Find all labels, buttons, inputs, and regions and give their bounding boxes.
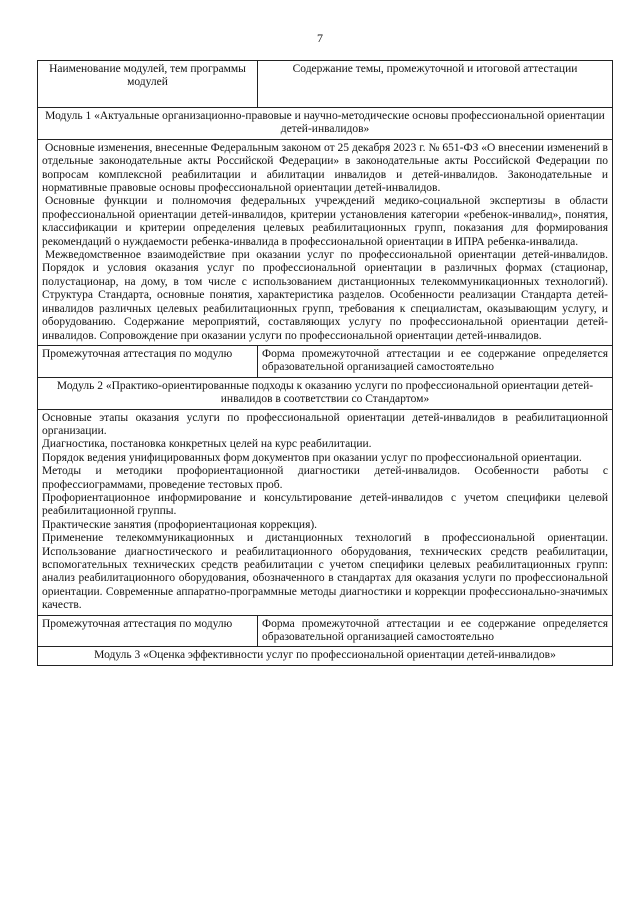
module-1-attestation-text: Форма промежуточной аттестации и ее содержание определяется образовательной организацией самостоятельно [258,345,613,377]
table-header-row [38,61,613,108]
module-1-content [38,139,613,345]
module-2-title-row [38,377,613,409]
module-1-attestation-label: Промежуточная аттестация по модулю [38,345,258,377]
module-1-title: Модуль 1 «Актуальные организационно-правовые и научно-методические основы профессиональной ориентации детей-инвалидов» [38,108,613,140]
module-2-title: Модуль 2 «Практико-ориентированные подходы к оказанию услуги по профессиональной ориентации детей-инвалидов в соответствии со Стандартом» [38,377,613,409]
module-2-paragraph: Основные этапы оказания услуги по профессиональной ориентации детей-инвалидов в реабилитационной организации. [42,411,608,437]
module-2-paragraph: Применение телекоммуникационных и дистанционных технологий в профессиональной ориентации. Использование диагностического и реабилитационного оборудования, технических средств реабилитации, вспомогательных технических средств реабилитации с учетом специфики целевых реабилитационных групп: анализ реабилитационного оборудования, обозначенного в стандартах для оказания услуги по профессиональной ориентации. Современные аппаратно-программные методы диагностики и коррекции профессионально-значимых качеств. [42,532,608,612]
module-1-content-row [38,139,613,345]
module-2-attestation-label: Промежуточная аттестация по модулю [38,615,258,647]
module-1-attestation-row [38,345,613,377]
module-2-attestation-row [38,615,613,647]
module-2-paragraph: Порядок ведения унифицированных форм документов при оказании услуг по профессиональной ориентации. [42,451,582,464]
module-2-paragraph: Методы и методики профориентационной диагностики детей-инвалидов. Особенности работы с профессиограммами, проведение тестовых проб. [42,465,608,491]
module-3-title: Модуль 3 «Оценка эффективности услуг по профессиональной ориентации детей-инвалидов» [38,647,613,665]
header-content-cell: Содержание темы, промежуточной и итоговой аттестации [258,61,613,108]
module-2-content-row [38,409,613,615]
module-2-attestation-text: Форма промежуточной аттестации и ее содержание определяется образовательной организацией самостоятельно [258,615,613,647]
module-2-paragraph: Диагностика, постановка конкретных целей на курс реабилитации. [42,438,372,451]
module-3-title-row [38,647,613,665]
module-1-title-row [38,108,613,140]
module-2-paragraph: Практические занятия (профориентационая коррекция). [42,518,318,531]
page-number: 7 [317,31,323,45]
program-table [37,60,613,666]
header-modules-cell: Наименование модулей, тем программы модулей [38,61,258,108]
module-2-paragraph: Профориентационное информирование и консультирование детей-инвалидов с учетом специфики целевой реабилитационной группы. [42,491,608,518]
module-1-paragraph: Основные функции и полномочия федеральных учреждений медико-социальной экспертизы в области профессиональной ориентации детей-инвалидов, критерии установления категории «ребенок-инвалид», понятия, классификации и критерии определения целевых реабилитационных групп, показания для формирования рекомендаций о нуждаемости ребенка-инвалида в профессиональной ориентации в ИПРА ребенка-инвалида. [42,195,608,248]
module-2-content [38,409,613,615]
module-1-paragraph: Межведомственное взаимодействие при оказании услуг по профессиональной ориентации детей-инвалидов. Порядок и условия оказания услуг по профессиональной ориентации в различных формах (стационар, полустационар, на дому, в том числе с использованием дистанционных телекоммуникационных технологий). Структура Стандарта, основные понятия, характеристика разделов. Особенности реализации Стандарта детей-инвалидов различных целевых реабилитационных групп, требования к специалистам, оказывающим услугу, и оборудованию. Содержание мероприятий, составляющих услугу по профессиональной ориентации детей-инвалидов. Сопровождение при оказании услуги по профессиональной ориентации детей-инвалидов. [42,249,608,342]
module-1-paragraph: Основные изменения, внесенные Федеральным законом от 25 декабря 2023 г. № 651-ФЗ «О внесении изменений в отдельные законодательные акты Российской Федерации» в законодательные акты Российской Федерации по вопросам комплексной реабилитации и абилитации инвалидов и детей-инвалидов. Законодательные и нормативные правовые основы профессиональной ориентации детей-инвалидов. [42,141,608,195]
